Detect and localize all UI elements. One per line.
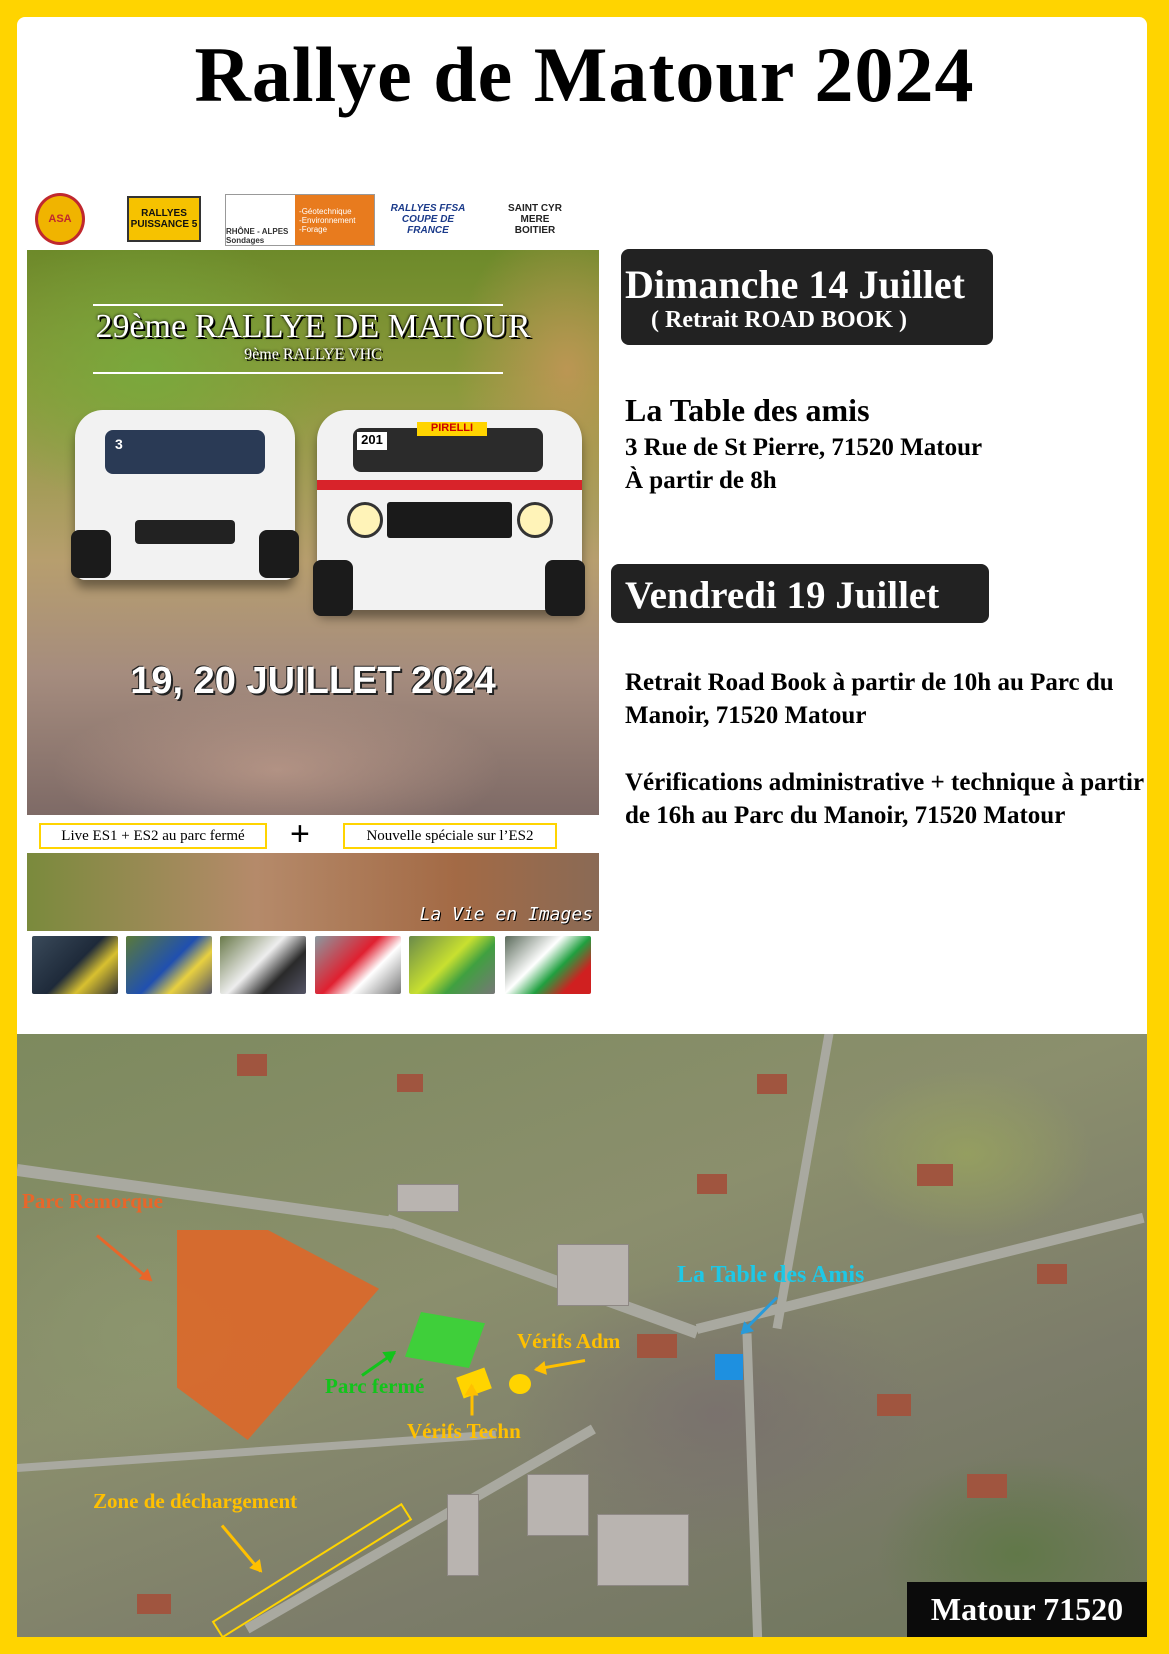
parc-remorque-label: Parc Remorque <box>22 1189 163 1213</box>
headline-rule-bottom <box>93 372 503 374</box>
live-es-label: Live ES1 + ES2 au parc fermé <box>39 823 267 849</box>
poster-date: 19, 20 JUILLET 2024 <box>130 660 496 702</box>
sunday-heading: Dimanche 14 Juillet <box>625 262 965 307</box>
friday-roadbook-rest: à partir de 10h au Parc du Manoir, 71520 Matour <box>625 669 1114 729</box>
rallyes-puissance-logo: RALLYES PUISSANCE 5 <box>127 194 201 244</box>
car-1-number: 3 <box>115 436 123 452</box>
verifs-adm-label: Vérifs Adm <box>517 1329 621 1353</box>
thumbnail-3 <box>220 936 306 994</box>
ffsa-logo: RALLYES FFSA COUPE DE FRANCE <box>390 202 466 236</box>
map-roof <box>637 1334 677 1358</box>
car-2-wheel-left <box>313 560 353 616</box>
thumbnail-1 <box>32 936 118 994</box>
map-building <box>597 1514 689 1586</box>
poster-bottom-photo <box>27 853 599 931</box>
sunday-time: À partir de 8h <box>625 467 777 494</box>
map-building <box>397 1184 459 1212</box>
map-roof <box>237 1054 267 1076</box>
friday-verifs-bold: Vérifications administrative + technique <box>625 769 1056 796</box>
rhone-line-2: -Environnement <box>299 215 356 225</box>
verifs-zone-2 <box>509 1374 531 1394</box>
zone-dechargement-label: Zone de déchargement <box>93 1489 298 1513</box>
plus-sign: + <box>290 815 310 853</box>
verifs-techn-arrow <box>471 1386 474 1416</box>
zone-dechargement-arrow <box>221 1525 262 1573</box>
poster-photo <box>27 250 599 815</box>
verifs-techn-label: Vérifs Techn <box>407 1419 521 1443</box>
poster-subheadline: 9ème RALLYE VHC <box>244 346 382 363</box>
friday-verifs-rest: à partir de 16h au Parc du Manoir, 71520 Matour <box>625 769 1144 829</box>
headline-rule-top <box>93 304 503 306</box>
parc-remorque-arrow <box>96 1234 152 1281</box>
sunday-address: 3 Rue de St Pierre, 71520 Matour <box>625 434 983 461</box>
car-2-number: 201 <box>357 432 387 450</box>
sunday-subheading: ( Retrait ROAD BOOK ) <box>651 307 907 333</box>
parc-ferme-label: Parc fermé <box>325 1374 425 1398</box>
thumbnail-4 <box>315 936 401 994</box>
car-2-brand-strip: PIRELLI <box>417 422 487 436</box>
saint-cyr-logo: SAINT CYR MERE BOITIER <box>508 202 562 236</box>
table-amis-label: La Table des Amis <box>677 1262 865 1288</box>
poster-headline: 29ème RALLYE DE MATOUR <box>95 308 531 345</box>
map-building <box>527 1474 589 1536</box>
table-amis-zone <box>715 1354 743 1380</box>
friday-heading-pill <box>611 564 989 623</box>
map-roof <box>757 1074 787 1094</box>
parc-ferme-arrow <box>361 1351 395 1376</box>
new-special-label: Nouvelle spéciale sur l’ES2 <box>343 823 557 849</box>
rally-poster <box>27 188 599 996</box>
map-building <box>557 1244 629 1306</box>
car-2-grille <box>387 502 512 538</box>
place-label-box: Matour 71520 <box>907 1582 1147 1637</box>
car-1-grille <box>135 520 235 544</box>
friday-roadbook-text <box>625 666 1145 732</box>
friday-roadbook-bold: Retrait Road Book <box>625 669 827 696</box>
friday-verifs-text <box>625 766 1145 832</box>
sunday-heading-pill <box>621 249 993 345</box>
page-title: Rallye de Matour 2024 <box>194 31 975 118</box>
zone-dechargement-road <box>212 1503 413 1637</box>
car-1-wheel-right <box>259 530 299 578</box>
parc-remorque-zone <box>177 1230 379 1440</box>
aerial-map <box>17 1034 1147 1637</box>
car-1-windshield <box>105 430 265 474</box>
sponsor-logo-strip <box>27 188 599 250</box>
rhone-alpes-sondages-logo: RHÔNE - ALPES Sondages -Géotechnique -Environnement -Forage <box>225 194 375 246</box>
car-2-wheel-right <box>545 560 585 616</box>
rhone-line-3: -Forage <box>299 224 328 234</box>
car-2-red-stripe <box>317 480 582 490</box>
map-roof <box>697 1174 727 1194</box>
asa-logo: ASA <box>35 194 85 244</box>
map-roof <box>967 1474 1007 1498</box>
car-1-wheel-left <box>71 530 111 578</box>
parc-ferme-zone <box>405 1312 485 1368</box>
map-roof <box>397 1074 423 1092</box>
rhone-line-1: -Géotechnique <box>299 206 352 216</box>
map-road <box>743 1333 763 1637</box>
verifs-adm-arrow <box>535 1359 585 1371</box>
map-roof <box>137 1594 171 1614</box>
sunday-place: La Table des amis <box>625 392 870 428</box>
car-2-headlight-right <box>517 502 553 538</box>
photo-credit: La Vie en Images <box>419 904 593 925</box>
car-2-headlight-left <box>347 502 383 538</box>
rally-car-1 <box>75 410 295 580</box>
thumbnail-6 <box>505 936 591 994</box>
map-building <box>447 1494 479 1576</box>
thumbnail-2 <box>126 936 212 994</box>
friday-heading: Vendredi 19 Juillet <box>625 574 940 617</box>
thumbnail-5 <box>409 936 495 994</box>
rally-car-2 <box>317 410 582 610</box>
map-roof <box>1037 1264 1067 1284</box>
map-roof <box>877 1394 911 1416</box>
poster-label-band <box>27 815 599 853</box>
map-roof <box>917 1164 953 1186</box>
